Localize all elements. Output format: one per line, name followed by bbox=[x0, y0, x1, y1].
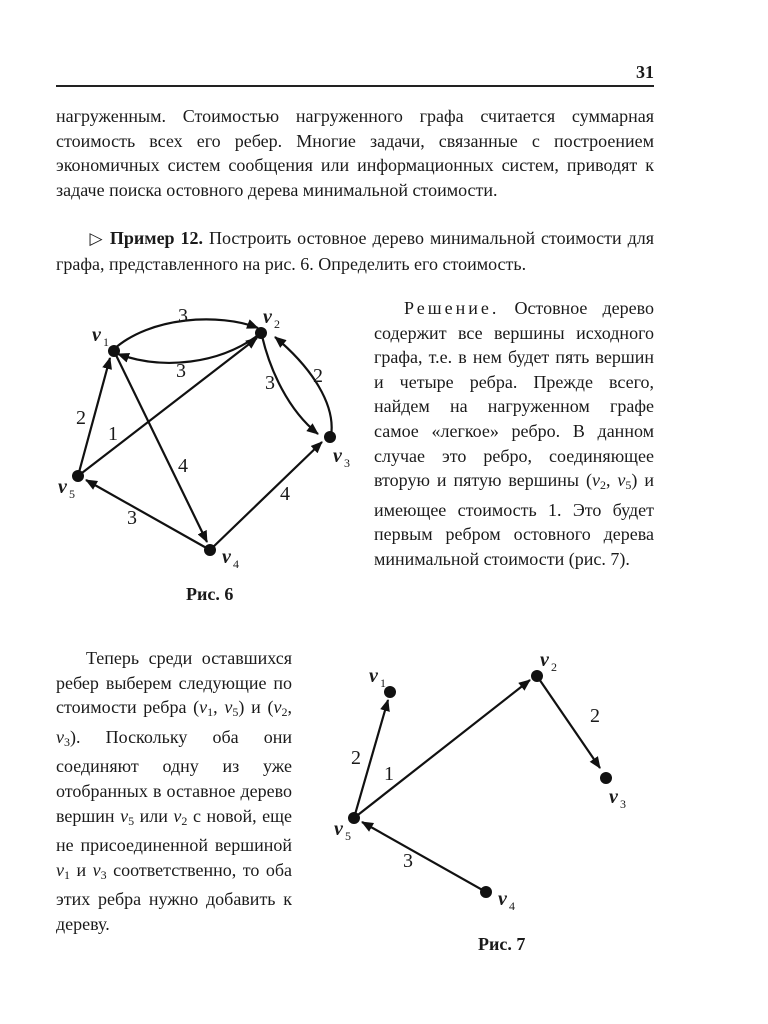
weight-label: 2 bbox=[313, 365, 323, 387]
weight-label: 2 bbox=[351, 747, 361, 769]
svg-text:2: 2 bbox=[274, 317, 280, 331]
weight-label: 4 bbox=[178, 455, 188, 477]
label-v4: v bbox=[498, 888, 507, 910]
svg-text:3: 3 bbox=[620, 797, 626, 811]
figure-6-labels bbox=[58, 305, 350, 571]
page-number: 31 bbox=[636, 62, 654, 82]
label-v4: v bbox=[222, 546, 231, 568]
vertex-v3 bbox=[600, 772, 612, 784]
weight-label: 2 bbox=[76, 407, 86, 429]
weight-label: 2 bbox=[590, 705, 600, 727]
figure-7-caption: Рис. 7 bbox=[478, 934, 526, 954]
weight-label: 3 bbox=[127, 507, 137, 529]
label-v5: v bbox=[58, 476, 67, 498]
vertex-v2 bbox=[531, 670, 543, 682]
edge-v4-v5 bbox=[86, 480, 210, 550]
figure-7-labels bbox=[334, 649, 626, 913]
solution-heading: Решение. bbox=[404, 298, 500, 318]
figure-6-caption: Рис. 6 bbox=[186, 584, 234, 604]
weight-label: 1 bbox=[108, 423, 118, 445]
continuation-paragraph: Теперь среди оставшихся ребер выберем следующие по стоимости ребра ($\nu_1$, $\nu_5$) и ($\nu_2$, $\nu_3$). Поскольку оба они соединяют одну из уже отобранных в оставное дерево вершин $\nu_5$ или $\nu_2$ с новой, еще не присоединенной вершиной $\nu_1$ и $\nu_3$ соответственно, то оба этих ребра нужно добавить к дереву. bbox=[56, 648, 293, 934]
vertex-v2 bbox=[255, 327, 267, 339]
vertex-v5 bbox=[348, 812, 360, 824]
weight-label: 4 bbox=[280, 483, 290, 505]
vertex-v5 bbox=[72, 470, 84, 482]
vertex-v4 bbox=[204, 544, 216, 556]
svg-text:3: 3 bbox=[344, 456, 350, 470]
edge-v4-v3 bbox=[210, 442, 322, 550]
label-v1: v bbox=[369, 665, 378, 687]
solution-paragraph: Решение. Остовное дерево содержит все вершины исходного графа, т.е. в нем будет пять вершин и четыре ребра. Прежде всего, найдем на нагруженном графе самое «легкое» ребро. В данном случае это ребро, соединяющее вторую и пятую вершины ($\nu_2$, $\nu_5$) и имеющее стоимость 1. Это будет первым ребром остовного дерева минимальной стоимости (рис. 7). bbox=[374, 298, 655, 569]
example-label: Пример 12. bbox=[109, 228, 204, 248]
label-v3: v bbox=[609, 786, 618, 808]
weight-label: 3 bbox=[178, 305, 188, 327]
paragraph-intro: нагруженным. Стоимостью нагруженного графа считается суммарная стоимость всех его ребер. Многие задачи, связанные с построением экономичных систем сообщения или информационных систем, приводят к задаче поиска остовного дерева минимальной стоимости. bbox=[56, 106, 654, 200]
weight-label: 3 bbox=[176, 360, 186, 382]
edge-v2-v1-lower bbox=[118, 333, 261, 363]
svg-text:1: 1 bbox=[103, 335, 109, 349]
edge-v5-v2 bbox=[354, 680, 530, 818]
svg-text:5: 5 bbox=[345, 829, 351, 843]
edge-v5-v2 bbox=[78, 338, 257, 476]
weight-label: 1 bbox=[384, 763, 394, 785]
svg-text:2: 2 bbox=[551, 660, 557, 674]
svg-text:1: 1 bbox=[380, 676, 386, 690]
svg-text:4: 4 bbox=[233, 557, 239, 571]
vertex-v4 bbox=[480, 886, 492, 898]
label-v5: v bbox=[334, 818, 343, 840]
edge-v4-v5 bbox=[362, 822, 486, 892]
weight-label: 3 bbox=[403, 850, 413, 872]
label-v3: v bbox=[333, 445, 342, 467]
example-text: Построить остовное дерево минимальной стоимости для графа, представленного на рис. 6. Определить его стоимость. bbox=[56, 228, 654, 274]
vertex-v1 bbox=[108, 345, 120, 357]
svg-text:4: 4 bbox=[509, 899, 515, 913]
label-v2: v bbox=[263, 306, 272, 328]
label-v2: v bbox=[540, 649, 549, 671]
weight-label: 3 bbox=[265, 372, 275, 394]
label-v1: v bbox=[92, 324, 101, 346]
svg-text:5: 5 bbox=[69, 487, 75, 501]
triangle-marker-icon: ▷ bbox=[88, 229, 104, 248]
vertex-v3 bbox=[324, 431, 336, 443]
